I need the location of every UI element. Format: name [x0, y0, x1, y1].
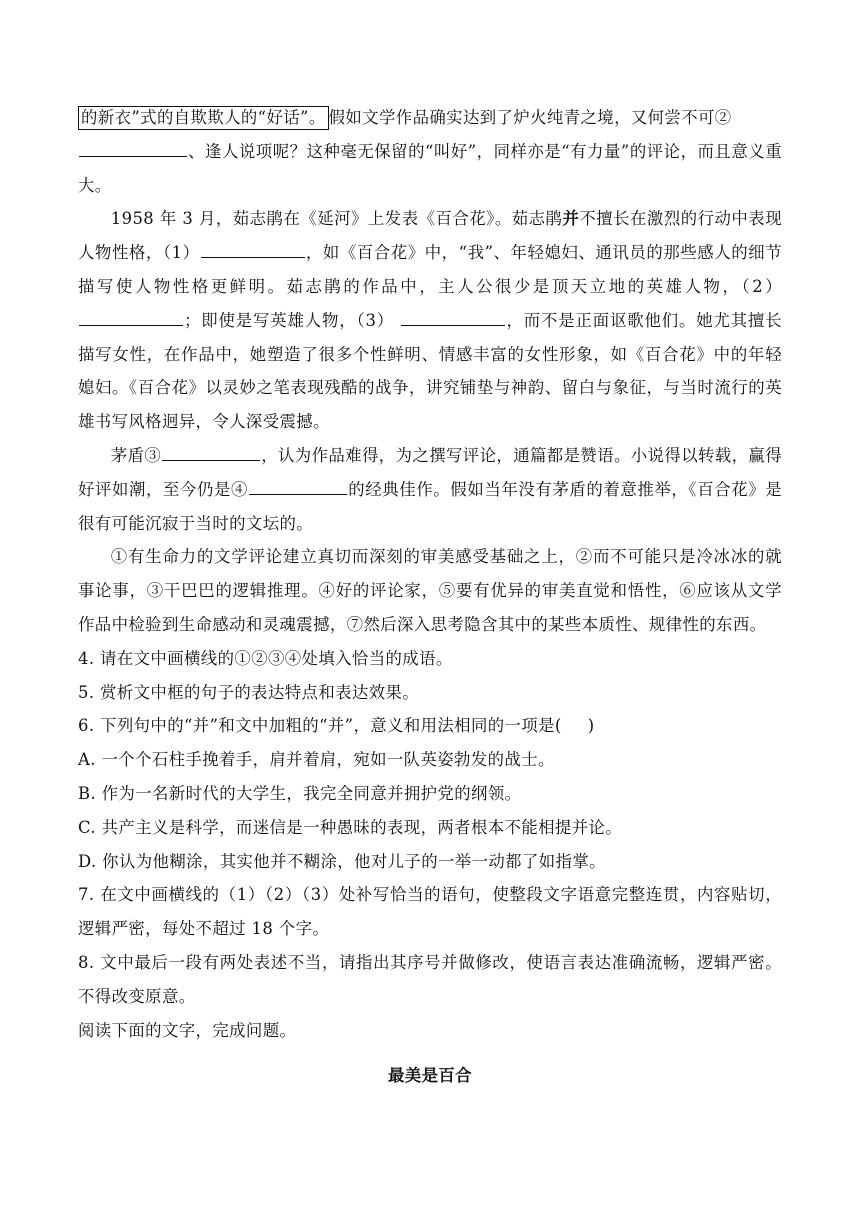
option-b: B. 作为一名新时代的大学生，我完全同意并拥护党的纲领。	[78, 783, 522, 803]
framed-sentence: 的新衣”式的自欺欺人的“好话”。	[78, 106, 329, 130]
paragraph-3-text-c: 的经典佳作。假如当年没有茅盾的着意推举，《百合花》是很有可能沉寂于当时的文坛的。	[78, 479, 783, 533]
paragraph-3-text-a: 茅盾③	[110, 445, 162, 465]
option-a: A. 一个个石柱手挽着手，肩并着肩，宛如一队英姿勃发的战士。	[78, 750, 555, 770]
question-6-close: )	[587, 716, 595, 736]
paragraph-2-text-b: 不擅长在激烈的行动中表现人物性格，（1）	[78, 209, 782, 263]
blank-4[interactable]	[249, 476, 347, 495]
blank-(3)[interactable]	[401, 307, 505, 326]
paragraph-2-text-c: ，如《百合花》中，“我”、年轻媳妇、通讯员的那些感人的细节描写使人物性格更鲜明。茹志鹃的作品中，主人公很少是顶天立地的英雄人物，（2）	[78, 243, 783, 296]
paragraph-2	[78, 202, 782, 439]
document-page	[78, 101, 782, 1093]
paragraph-2-text-d: ；即使是写英雄人物，（3）	[184, 310, 401, 330]
paragraph-1-text-b: 、逢人说项呢？这种毫无保留的“叫好”，同样亦是“有力量”的评论，而且意义重大。	[78, 141, 782, 195]
paragraph-3	[78, 439, 782, 540]
option-d: D. 你认为他糊涂，其实他并不糊涂，他对儿子的一举一动都了如指掌。	[78, 851, 606, 871]
question-6	[78, 709, 782, 743]
section-title: 最美是百合	[388, 1066, 472, 1086]
paragraph-1	[78, 101, 782, 202]
paragraph-4: ①有生命力的文学评论建立真切而深刻的审美感受基础之上，②而不可能只是冷冰冰的就事论事，③干巴巴的逻辑推理。④好的评论家，⑤要有优异的审美直觉和悟性，⑥应该从文学作品中检验到生命感动和灵魂震撼，⑦然后深入思考隐含其中的某些本质性、规律性的东西。	[78, 547, 782, 634]
blank-2[interactable]	[79, 138, 187, 157]
blank-(2)[interactable]	[79, 307, 183, 326]
question-5: 5. 赏析文中框的句子的表达特点和表达效果。	[78, 682, 420, 702]
bold-bing: 并	[562, 209, 580, 229]
paragraph-2-text-a: 1958 年 3 月，茹志鹃在《延河》上发表《百合花》。茹志鹃	[110, 209, 563, 229]
question-7: 7. 在文中画横线的（1）（2）（3）处补写恰当的语句，使整段文字语意完整连贯，内容贴切，逻辑严密，每处不超过 18 个字。	[78, 885, 782, 939]
blank-3[interactable]	[162, 442, 260, 461]
reading-instruction: 阅读下面的文字，完成问题。	[78, 1020, 297, 1040]
paragraph-2-text-e: ，而不是正面讴歌他们。她尤其擅长描写女性，在作品中，她塑造了很多个性鲜明、情感丰富的女性形象，如《百合花》中的年轻媳妇。《百合花》以灵妙之笔表现残酷的战争，讲究铺垫与神韵、留白与象征，与当时流行的英雄书写风格迥异，令人深受震撼。	[78, 310, 782, 432]
option-c: C. 共产主义是科学，而迷信是一种愚昧的表现，两者根本不能相提并论。	[78, 817, 623, 837]
question-4: 4. 请在文中画横线的①②③④处填入恰当的成语。	[78, 648, 453, 668]
paragraph-1-text-a: 假如文学作品确实达到了炉火纯青之境，又何尝不可②	[328, 108, 732, 127]
paragraph-3-text-b: ，认为作品难得，为之撰写评论，通篇都是赞语。小说得以转载，赢得好评如潮，至今仍是④	[78, 445, 782, 499]
question-6-text: 6. 下列句中的“并”和文中加粗的“并”，意义和用法相同的一项是(	[78, 716, 562, 736]
blank-(1)[interactable]	[201, 239, 305, 258]
question-8: 8. 文中最后一段有两处表述不当，请指出其序号并做修改，使语言表达准确流畅，逻辑严密。不得改变原意。	[78, 952, 782, 1006]
